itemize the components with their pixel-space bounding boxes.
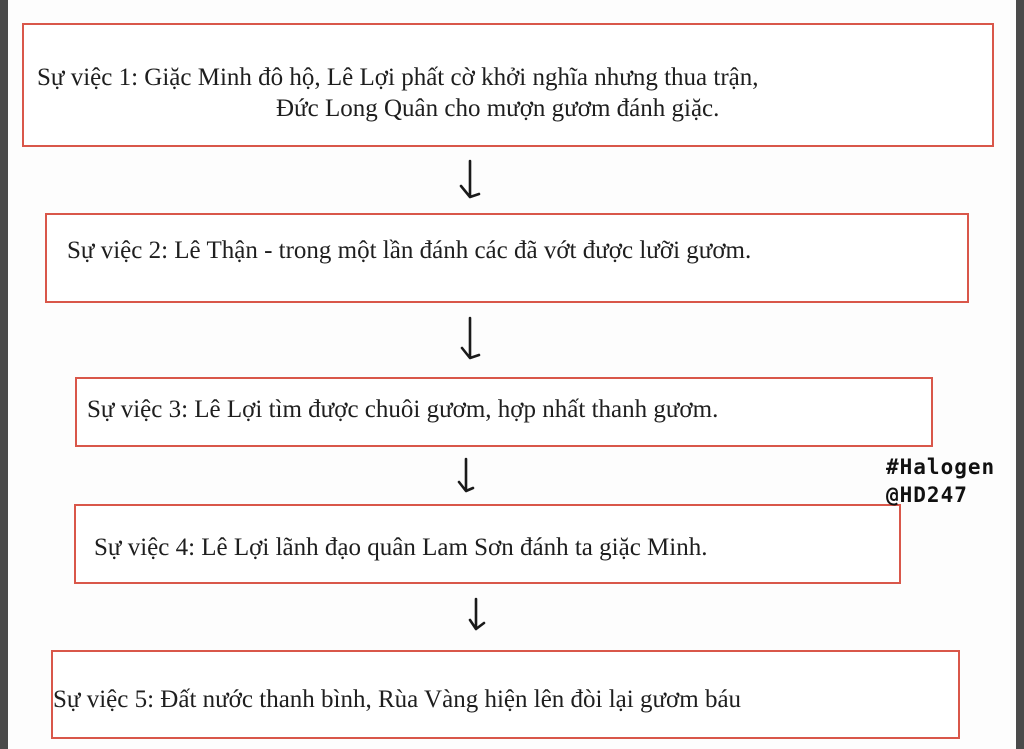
arrow-1-icon — [455, 158, 485, 202]
step-3-box — [75, 377, 933, 447]
step-5-text: Sự việc 5: Đất nước thanh bình, Rùa Vàng hiện lên đòi lại gươm báu — [53, 686, 742, 713]
step-1-text-line2: Đức Long Quân cho mượn gươm đánh giặc. — [276, 95, 720, 122]
step-1-text-line1: Sự việc 1: Giặc Minh đô hộ, Lê Lợi phất cờ khởi nghĩa nhưng thua trận, — [37, 64, 759, 91]
step-1-box — [22, 23, 994, 147]
watermark-line2: @HD247 — [886, 483, 968, 507]
watermark-line1: #Halogen — [886, 455, 996, 479]
step-2-text: Sự việc 2: Lê Thận - trong một lần đánh các đã vớt được lưỡi gươm. — [67, 237, 752, 264]
arrow-3-icon — [451, 456, 481, 496]
arrow-4-icon — [463, 596, 493, 634]
step-3-text: Sự việc 3: Lê Lợi tìm được chuôi gươm, hợp nhất thanh gươm. — [87, 396, 719, 423]
step-2-box — [45, 213, 969, 303]
step-5-box — [51, 650, 960, 739]
step-4-box — [74, 504, 901, 584]
step-4-text: Sự việc 4: Lê Lợi lãnh đạo quân Lam Sơn đánh ta giặc Minh. — [94, 534, 708, 561]
arrow-2-icon — [455, 315, 485, 363]
watermark — [886, 453, 995, 509]
diagram-sheet — [8, 0, 1016, 749]
